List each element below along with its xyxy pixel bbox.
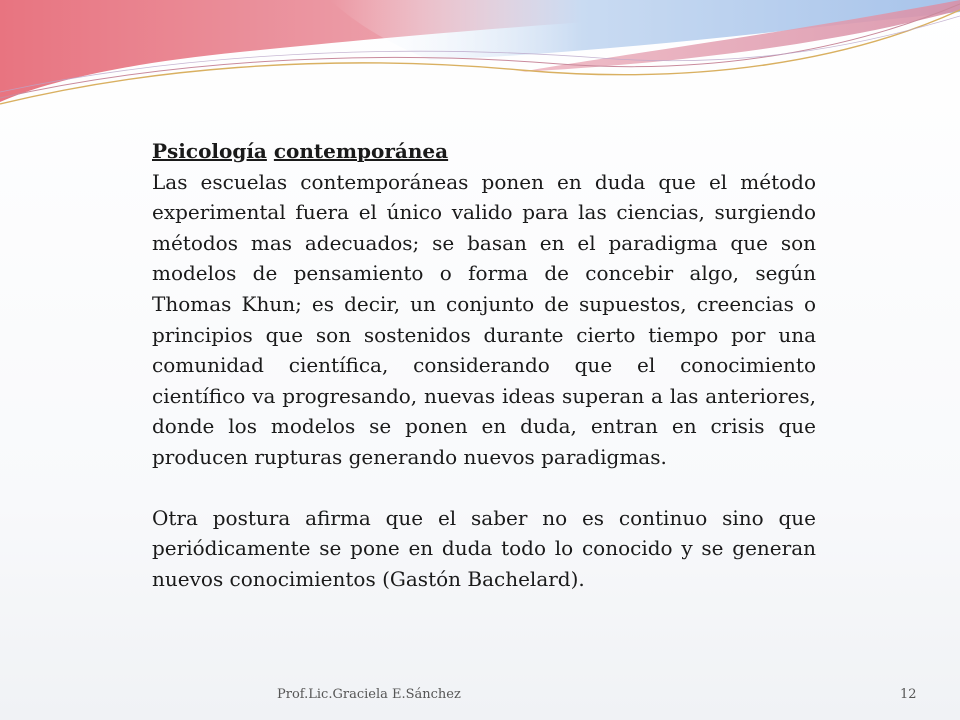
paragraph-1: Las escuelas contemporáneas ponen en duda que el método experimental fuera el único valido para las ciencias, surgiendo métodos mas adecuados; se basan en el paradigma que son modelos de pensamiento o forma de concebir algo, según Thomas Khun; es decir, un conjunto de supuestos, creencias o principios que son sostenidos durante cierto tiempo por una comunidad científica, considerando que el conocimiento científico va progresando, nuevas ideas superan a las anteriores, donde los modelos se ponen en duda, entran en crisis que producen rupturas generando nuevos paradigmas. bbox=[152, 169, 816, 469]
paragraph-2: Otra postura afirma que el saber no es continuo sino que periódicamente se pone en duda todo lo conocido y se generan nuevos conocimientos (Gastón Bachelard). bbox=[152, 505, 816, 591]
footer-page-number: 12 bbox=[900, 687, 917, 702]
heading-word-1: Psicología bbox=[152, 139, 267, 163]
slide-heading bbox=[152, 136, 816, 167]
decorative-wave-header bbox=[0, 0, 960, 120]
footer-author: Prof.Lic.Graciela E.Sánchez bbox=[277, 687, 461, 702]
paragraph-gap bbox=[152, 473, 816, 503]
heading-word-2: contemporánea bbox=[273, 139, 449, 163]
slide-content bbox=[152, 136, 816, 594]
